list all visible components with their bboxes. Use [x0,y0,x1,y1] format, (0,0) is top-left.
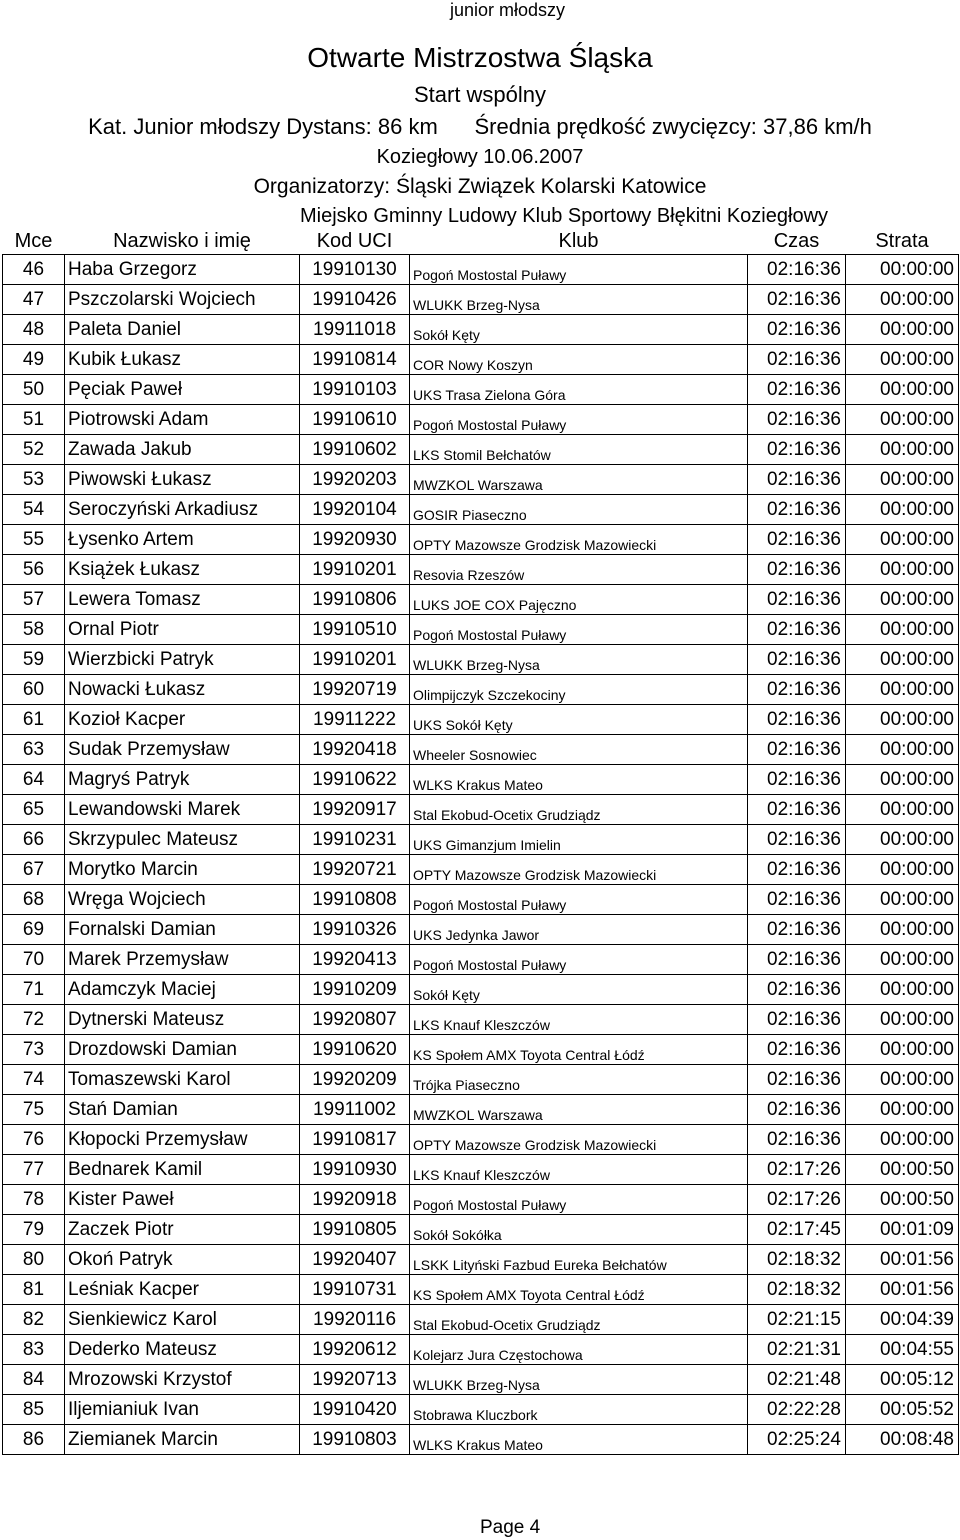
cell-club: WLUKK Brzeg-Nysa [410,645,748,675]
table-row [3,1245,959,1275]
table-row [3,675,959,705]
cell-gap: 00:00:50 [846,1155,959,1185]
cell-name: Skrzypulec Mateusz [65,825,300,855]
cell-time: 02:16:36 [748,675,846,705]
cell-club: OPTY Mazowsze Grodzisk Mazowiecki [410,1125,748,1155]
cell-gap: 00:00:50 [846,1185,959,1215]
cell-time: 02:16:36 [748,495,846,525]
cell-uci: 19910510 [300,615,410,645]
cell-uci: 19910326 [300,915,410,945]
table-row [3,1215,959,1245]
cell-club: UKS Gimanzjum Imielin [410,825,748,855]
table-row [3,735,959,765]
cell-club: Pogoń Mostostal Puławy [410,255,748,285]
cell-name: Marek Przemysław [65,945,300,975]
cell-time: 02:16:36 [748,465,846,495]
page-title: Otwarte Mistrzostwa Śląska [307,42,653,73]
organizers-line-2: Miejsko Gminny Ludowy Klub Sportowy Błękitni Koziegłowy [300,205,829,227]
cell-gap: 00:00:00 [846,915,959,945]
table-row [3,825,959,855]
cell-time: 02:21:15 [748,1305,846,1335]
table-row [3,645,959,675]
cell-club: Sokół Kęty [410,975,748,1005]
place-date-label: Koziegłowy 10.06.2007 [376,146,584,168]
cell-gap: 00:00:00 [846,765,959,795]
cell-name: Paleta Daniel [65,315,300,345]
cell-club: LUKS JOE COX Pajęczno [410,585,748,615]
table-row [3,495,959,525]
table-row [3,1035,959,1065]
cell-name: Drozdowski Damian [65,1035,300,1065]
cell-gap: 00:00:00 [846,495,959,525]
cell-uci: 19910130 [300,255,410,285]
cell-mce: 61 [3,705,65,735]
cell-club: COR Nowy Koszyn [410,345,748,375]
cell-uci: 19911002 [300,1095,410,1125]
cell-uci: 19910930 [300,1155,410,1185]
cell-mce: 81 [3,1275,65,1305]
cell-mce: 70 [3,945,65,975]
cell-name: Sienkiewicz Karol [65,1305,300,1335]
cell-gap: 00:00:00 [846,375,959,405]
cell-club: Resovia Rzeszów [410,555,748,585]
cell-name: Iljemianiuk Ivan [65,1395,300,1425]
cell-mce: 63 [3,735,65,765]
cell-uci: 19920918 [300,1185,410,1215]
cell-club: Sokół Sokółka [410,1215,748,1245]
cell-club: LSKK Lityński Fazbud Eureka Bełchatów [410,1245,748,1275]
cell-name: Tomaszewski Karol [65,1065,300,1095]
cell-club: LKS Stomil Bełchatów [410,435,748,465]
cell-club: WLKS Krakus Mateo [410,765,748,795]
category-top-label: junior młodszy [450,0,566,20]
cell-time: 02:16:36 [748,255,846,285]
cell-gap: 00:00:00 [846,1035,959,1065]
cell-club: LKS Knauf Kleszczów [410,1155,748,1185]
cell-gap: 00:00:00 [846,285,959,315]
cell-time: 02:16:36 [748,375,846,405]
cell-mce: 67 [3,855,65,885]
table-header-row [3,229,959,255]
cell-uci: 19910201 [300,645,410,675]
cell-gap: 00:00:00 [846,1065,959,1095]
cell-name: Ziemianek Marcin [65,1425,300,1455]
cell-mce: 73 [3,1035,65,1065]
table-row [3,1155,959,1185]
cell-name: Wręga Wojciech [65,885,300,915]
column-header-mce: Mce [3,229,65,255]
cell-name: Fornalski Damian [65,915,300,945]
cell-mce: 83 [3,1335,65,1365]
cell-time: 02:16:36 [748,915,846,945]
table-row [3,1335,959,1365]
cell-club: Trójka Piaseczno [410,1065,748,1095]
cell-gap: 00:00:00 [846,705,959,735]
cell-mce: 59 [3,645,65,675]
cell-uci: 19920418 [300,735,410,765]
cell-mce: 66 [3,825,65,855]
cell-club: UKS Sokół Kęty [410,705,748,735]
column-header-gap: Strata [846,229,959,255]
cell-mce: 68 [3,885,65,915]
cell-time: 02:16:36 [748,885,846,915]
cell-name: Seroczyński Arkadiusz [65,495,300,525]
cell-mce: 47 [3,285,65,315]
cell-uci: 19910420 [300,1395,410,1425]
cell-time: 02:16:36 [748,705,846,735]
cell-gap: 00:00:00 [846,555,959,585]
cell-name: Stań Damian [65,1095,300,1125]
cell-club: WLUKK Brzeg-Nysa [410,285,748,315]
cell-gap: 00:00:00 [846,465,959,495]
cell-uci: 19910201 [300,555,410,585]
table-row [3,1125,959,1155]
cell-gap: 00:04:39 [846,1305,959,1335]
cell-name: Morytko Marcin [65,855,300,885]
cell-mce: 50 [3,375,65,405]
cell-uci: 19920407 [300,1245,410,1275]
cell-gap: 00:00:00 [846,975,959,1005]
cell-gap: 00:00:00 [846,945,959,975]
cell-name: Mrozowski Krzystof [65,1365,300,1395]
cell-gap: 00:00:00 [846,435,959,465]
organizers-line-1: Organizatorzy: Śląski Związek Kolarski Katowice [253,175,707,198]
table-row [3,1095,959,1125]
cell-time: 02:16:36 [748,1035,846,1065]
category-distance-speed-line: Kat. Junior młodszy Dystans: 86 km Średnia prędkość zwycięzcy: 37,86 km/h [88,114,872,139]
table-row [3,795,959,825]
cell-club: UKS Trasa Zielona Góra [410,375,748,405]
cell-gap: 00:00:00 [846,315,959,345]
table-row [3,1065,959,1095]
cell-time: 02:16:36 [748,285,846,315]
cell-name: Wierzbicki Patryk [65,645,300,675]
table-row [3,375,959,405]
table-row [3,255,959,285]
cell-mce: 57 [3,585,65,615]
page-number: Page 4 [480,1517,541,1538]
cell-time: 02:21:48 [748,1365,846,1395]
cell-name: Zaczek Piotr [65,1215,300,1245]
cell-uci: 19920203 [300,465,410,495]
cell-gap: 00:04:55 [846,1335,959,1365]
table-row [3,975,959,1005]
cell-name: Okoń Patryk [65,1245,300,1275]
cell-time: 02:16:36 [748,825,846,855]
cell-time: 02:16:36 [748,315,846,345]
cell-time: 02:16:36 [748,435,846,465]
cell-uci: 19920917 [300,795,410,825]
table-row [3,405,959,435]
cell-uci: 19910803 [300,1425,410,1455]
cell-mce: 86 [3,1425,65,1455]
cell-time: 02:16:36 [748,615,846,645]
cell-gap: 00:00:00 [846,615,959,645]
cell-uci: 19920209 [300,1065,410,1095]
cell-time: 02:16:36 [748,1125,846,1155]
cell-name: Kozioł Kacper [65,705,300,735]
table-row [3,945,959,975]
table-row [3,1185,959,1215]
cell-name: Dytnerski Mateusz [65,1005,300,1035]
table-row [3,1005,959,1035]
cell-uci: 19910814 [300,345,410,375]
cell-mce: 60 [3,675,65,705]
cell-time: 02:25:24 [748,1425,846,1455]
cell-name: Leśniak Kacper [65,1275,300,1305]
cell-club: Stal Ekobud-Ocetix Grudziądz [410,795,748,825]
cell-gap: 00:00:00 [846,585,959,615]
cell-gap: 00:00:00 [846,825,959,855]
cell-club: MWZKOL Warszawa [410,1095,748,1125]
cell-club: KS Społem AMX Toyota Central Łódź [410,1035,748,1065]
cell-mce: 76 [3,1125,65,1155]
cell-time: 02:17:26 [748,1155,846,1185]
cell-mce: 51 [3,405,65,435]
cell-gap: 00:00:00 [846,345,959,375]
cell-mce: 49 [3,345,65,375]
cell-time: 02:16:36 [748,975,846,1005]
column-header-club: Klub [410,229,748,255]
cell-uci: 19910817 [300,1125,410,1155]
cell-uci: 19920930 [300,525,410,555]
cell-mce: 77 [3,1155,65,1185]
table-row [3,345,959,375]
cell-name: Adamczyk Maciej [65,975,300,1005]
cell-club: Kolejarz Jura Częstochowa [410,1335,748,1365]
cell-time: 02:22:28 [748,1395,846,1425]
cell-time: 02:18:32 [748,1245,846,1275]
cell-mce: 79 [3,1215,65,1245]
cell-name: Piotrowski Adam [65,405,300,435]
table-row [3,705,959,735]
cell-club: OPTY Mazowsze Grodzisk Mazowiecki [410,855,748,885]
cell-uci: 19910731 [300,1275,410,1305]
cell-name: Nowacki Łukasz [65,675,300,705]
cell-name: Zawada Jakub [65,435,300,465]
cell-uci: 19910610 [300,405,410,435]
cell-gap: 00:00:00 [846,1095,959,1125]
cell-name: Lewandowski Marek [65,795,300,825]
cell-uci: 19911018 [300,315,410,345]
cell-mce: 64 [3,765,65,795]
cell-mce: 46 [3,255,65,285]
race-type-label: Start wspólny [413,82,547,107]
cell-mce: 75 [3,1095,65,1125]
cell-time: 02:16:36 [748,1005,846,1035]
table-row [3,285,959,315]
cell-name: Dederko Mateusz [65,1335,300,1365]
cell-time: 02:16:36 [748,555,846,585]
cell-time: 02:16:36 [748,405,846,435]
cell-name: Książek Łukasz [65,555,300,585]
cell-uci: 19920807 [300,1005,410,1035]
cell-uci: 19920116 [300,1305,410,1335]
cell-time: 02:16:36 [748,1065,846,1095]
cell-name: Ornal Piotr [65,615,300,645]
cell-mce: 72 [3,1005,65,1035]
cell-club: Pogoń Mostostal Puławy [410,1185,748,1215]
cell-mce: 58 [3,615,65,645]
cell-time: 02:16:36 [748,585,846,615]
cell-time: 02:18:32 [748,1275,846,1305]
cell-gap: 00:08:48 [846,1425,959,1455]
cell-uci: 19910620 [300,1035,410,1065]
cell-club: UKS Jedynka Jawor [410,915,748,945]
cell-mce: 82 [3,1305,65,1335]
table-row [3,465,959,495]
cell-mce: 54 [3,495,65,525]
cell-mce: 65 [3,795,65,825]
table-row [3,855,959,885]
table-row [3,1425,959,1455]
cell-club: Pogoń Mostostal Puławy [410,885,748,915]
cell-club: Olimpijczyk Szczekociny [410,675,748,705]
cell-mce: 84 [3,1365,65,1395]
cell-club: OPTY Mazowsze Grodzisk Mazowiecki [410,525,748,555]
cell-name: Kubik Łukasz [65,345,300,375]
cell-time: 02:16:36 [748,645,846,675]
cell-time: 02:17:45 [748,1215,846,1245]
cell-uci: 19910209 [300,975,410,1005]
cell-name: Haba Grzegorz [65,255,300,285]
cell-gap: 00:00:00 [846,675,959,705]
cell-gap: 00:01:56 [846,1275,959,1305]
cell-time: 02:16:36 [748,1095,846,1125]
cell-time: 02:16:36 [748,945,846,975]
cell-mce: 55 [3,525,65,555]
cell-mce: 48 [3,315,65,345]
cell-gap: 00:05:12 [846,1365,959,1395]
cell-uci: 19910808 [300,885,410,915]
cell-uci: 19920713 [300,1365,410,1395]
cell-gap: 00:00:00 [846,735,959,765]
table-row [3,915,959,945]
table-row [3,435,959,465]
cell-mce: 52 [3,435,65,465]
cell-mce: 85 [3,1395,65,1425]
cell-uci: 19910622 [300,765,410,795]
cell-club: WLKS Krakus Mateo [410,1425,748,1455]
table-row [3,1275,959,1305]
cell-gap: 00:00:00 [846,1125,959,1155]
table-row [3,1305,959,1335]
cell-gap: 00:00:00 [846,795,959,825]
table-row [3,1365,959,1395]
cell-club: Sokół Kęty [410,315,748,345]
cell-mce: 74 [3,1065,65,1095]
cell-club: Stal Ekobud-Ocetix Grudziądz [410,1305,748,1335]
cell-club: Pogoń Mostostal Puławy [410,615,748,645]
cell-time: 02:16:36 [748,525,846,555]
cell-gap: 00:00:00 [846,855,959,885]
cell-time: 02:17:26 [748,1185,846,1215]
cell-gap: 00:00:00 [846,885,959,915]
table-row [3,885,959,915]
cell-time: 02:21:31 [748,1335,846,1365]
cell-uci: 19920413 [300,945,410,975]
cell-name: Kłopocki Przemysław [65,1125,300,1155]
cell-name: Kister Paweł [65,1185,300,1215]
table-row [3,555,959,585]
cell-time: 02:16:36 [748,735,846,765]
cell-time: 02:16:36 [748,855,846,885]
cell-mce: 53 [3,465,65,495]
cell-gap: 00:00:00 [846,525,959,555]
cell-uci: 19920104 [300,495,410,525]
table-row [3,765,959,795]
cell-uci: 19910805 [300,1215,410,1245]
cell-gap: 00:01:56 [846,1245,959,1275]
table-row [3,315,959,345]
cell-uci: 19920612 [300,1335,410,1365]
cell-mce: 56 [3,555,65,585]
cell-gap: 00:00:00 [846,255,959,285]
cell-uci: 19911222 [300,705,410,735]
cell-uci: 19910602 [300,435,410,465]
cell-club: KS Społem AMX Toyota Central Łódź [410,1275,748,1305]
cell-uci: 19910231 [300,825,410,855]
cell-gap: 00:00:00 [846,645,959,675]
cell-name: Łysenko Artem [65,525,300,555]
cell-name: Pęciak Paweł [65,375,300,405]
cell-uci: 19910103 [300,375,410,405]
cell-time: 02:16:36 [748,795,846,825]
cell-uci: 19920721 [300,855,410,885]
cell-gap: 00:00:00 [846,405,959,435]
cell-name: Piwowski Łukasz [65,465,300,495]
cell-name: Bednarek Kamil [65,1155,300,1185]
cell-gap: 00:01:09 [846,1215,959,1245]
cell-club: Pogoń Mostostal Puławy [410,945,748,975]
cell-mce: 71 [3,975,65,1005]
table-row [3,615,959,645]
cell-name: Pszczolarski Wojciech [65,285,300,315]
cell-club: Stobrawa Kluczbork [410,1395,748,1425]
results-table [2,229,959,1455]
table-row [3,585,959,615]
cell-gap: 00:00:00 [846,1005,959,1035]
cell-gap: 00:05:52 [846,1395,959,1425]
cell-mce: 80 [3,1245,65,1275]
cell-uci: 19920719 [300,675,410,705]
cell-name: Lewera Tomasz [65,585,300,615]
cell-mce: 78 [3,1185,65,1215]
cell-name: Sudak Przemysław [65,735,300,765]
cell-mce: 69 [3,915,65,945]
column-header-name: Nazwisko i imię [65,229,300,255]
cell-club: Wheeler Sosnowiec [410,735,748,765]
table-row [3,1395,959,1425]
cell-club: GOSIR Piaseczno [410,495,748,525]
cell-club: LKS Knauf Kleszczów [410,1005,748,1035]
column-header-uci: Kod UCI [300,229,410,255]
cell-name: Magryś Patryk [65,765,300,795]
cell-time: 02:16:36 [748,345,846,375]
cell-club: WLUKK Brzeg-Nysa [410,1365,748,1395]
cell-uci: 19910806 [300,585,410,615]
table-row [3,525,959,555]
cell-uci: 19910426 [300,285,410,315]
cell-club: MWZKOL Warszawa [410,465,748,495]
cell-club: Pogoń Mostostal Puławy [410,405,748,435]
cell-time: 02:16:36 [748,765,846,795]
column-header-time: Czas [748,229,846,255]
